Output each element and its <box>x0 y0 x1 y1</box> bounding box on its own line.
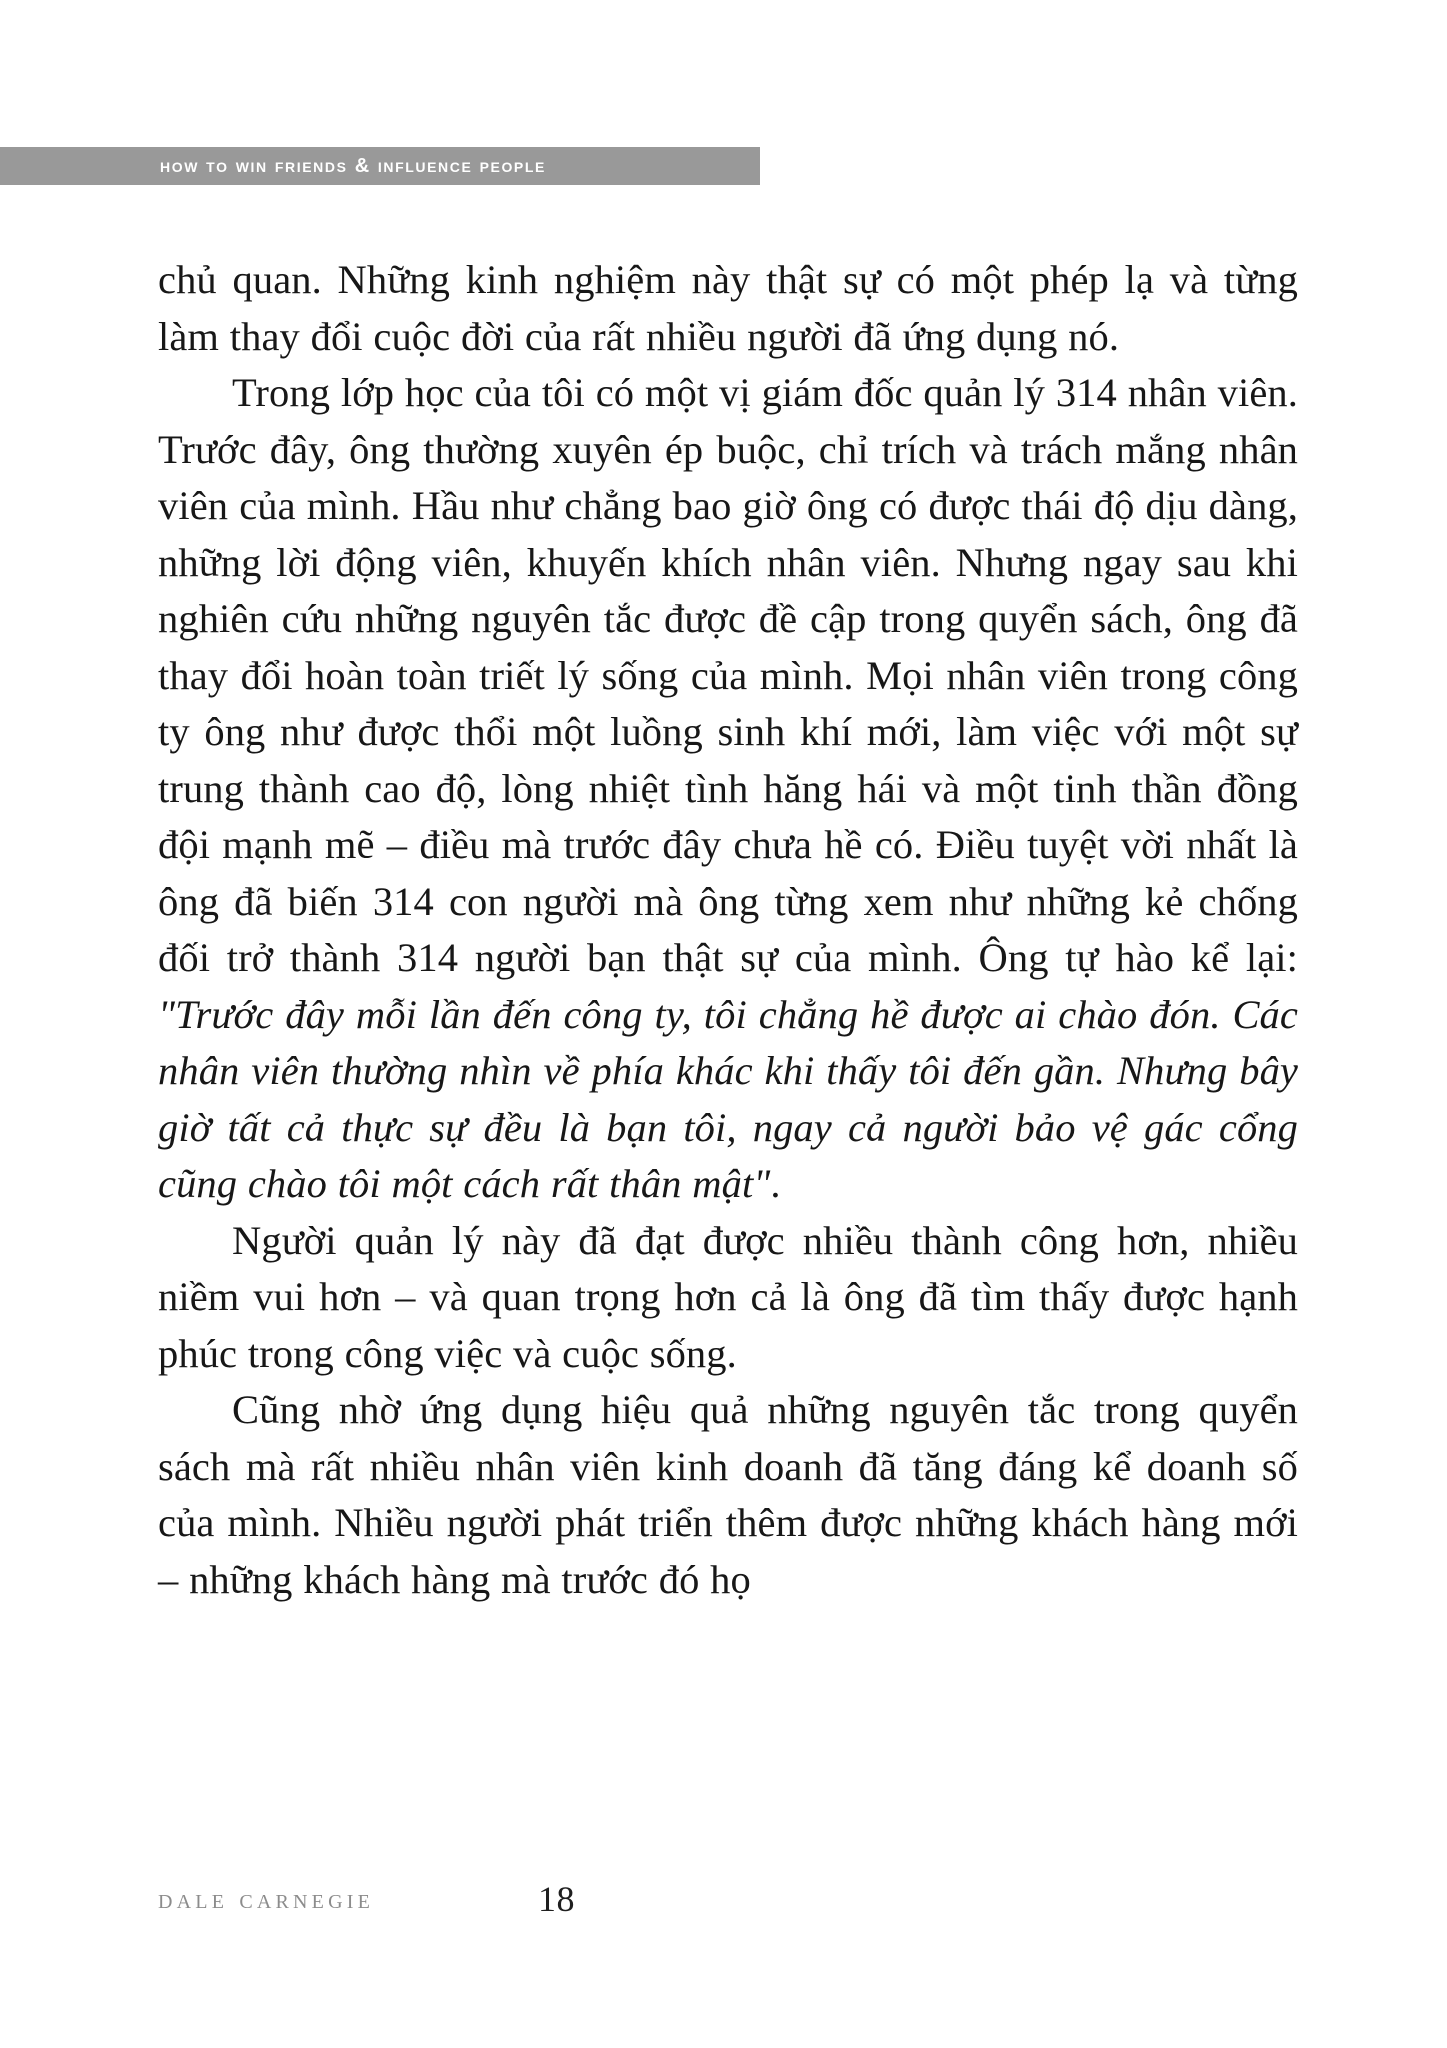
running-header-band <box>0 147 760 185</box>
page-number: 18 <box>538 1879 575 1919</box>
paragraph-success: Người quản lý này đã đạt được nhiều thành công hơn, nhiều niềm vui hơn – và quan trọng hơn cả là ông đã tìm thấy được hạnh phúc trong công việc và cuộc sống. <box>158 1217 1298 1376</box>
paragraph-manager-lead: Trong lớp học của tôi có một vị giám đốc quản lý 314 nhân viên. Trước đây, ông thường xuyên ép buộc, chỉ trích và trách mắng nhân viên của mình. Hầu như chẳng bao giờ ông có được thái độ dịu dàng, những lời động viên, khuyến khích nhân viên. Nhưng ngay sau khi nghiên cứu những nguyên tắc được đề cập trong quyển sách, ông đã thay đổi hoàn toàn triết lý sống của mình. Mọi nhân viên trong công ty ông như được thổi một luồng sinh khí mới, làm việc với một sự trung thành cao độ, lòng nhiệt tình hăng hái và một tinh thần đồng đội mạnh mẽ – điều mà trước đây chưa hề có. Điều tuyệt vời nhất là ông đã biến 314 con người mà ông từng xem như những kẻ chống đối trở thành 314 người bạn thật sự của mình. Ông tự hào kể lại: <box>158 370 1298 980</box>
running-header-title: how to win friends & influence people <box>160 155 546 177</box>
body-text-column <box>158 252 1298 1608</box>
page-footer <box>158 1876 1298 1936</box>
paragraph-sales: Cũng nhờ ứng dụng hiệu quả những nguyên tắc trong quyển sách mà rất nhiều nhân viên kinh doanh đã tăng đáng kể doanh số của mình. Nhiều người phát triển thêm được những khách hàng mới – những khách hàng mà trước đó họ <box>158 1387 1298 1602</box>
paragraph-manager-tail: . <box>770 1161 781 1206</box>
paragraph-manager <box>158 365 1298 1213</box>
paragraph-manager-quote: "Trước đây mỗi lần đến công ty, tôi chẳng hề được ai chào đón. Các nhân viên thường nhìn về phía khác khi thấy tôi đến gần. Nhưng bây giờ tất cả thực sự đều là bạn tôi, ngay cả người bảo vệ gác cổng cũng chào tôi một cách rất thân mật" <box>158 991 1298 1206</box>
paragraph-continued: chủ quan. Những kinh nghiệm này thật sự có một phép lạ và từng làm thay đổi cuộc đời của rất nhiều người đã ứng dụng nó. <box>158 257 1298 359</box>
footer-author-name: dale carnegie <box>158 1884 375 1915</box>
